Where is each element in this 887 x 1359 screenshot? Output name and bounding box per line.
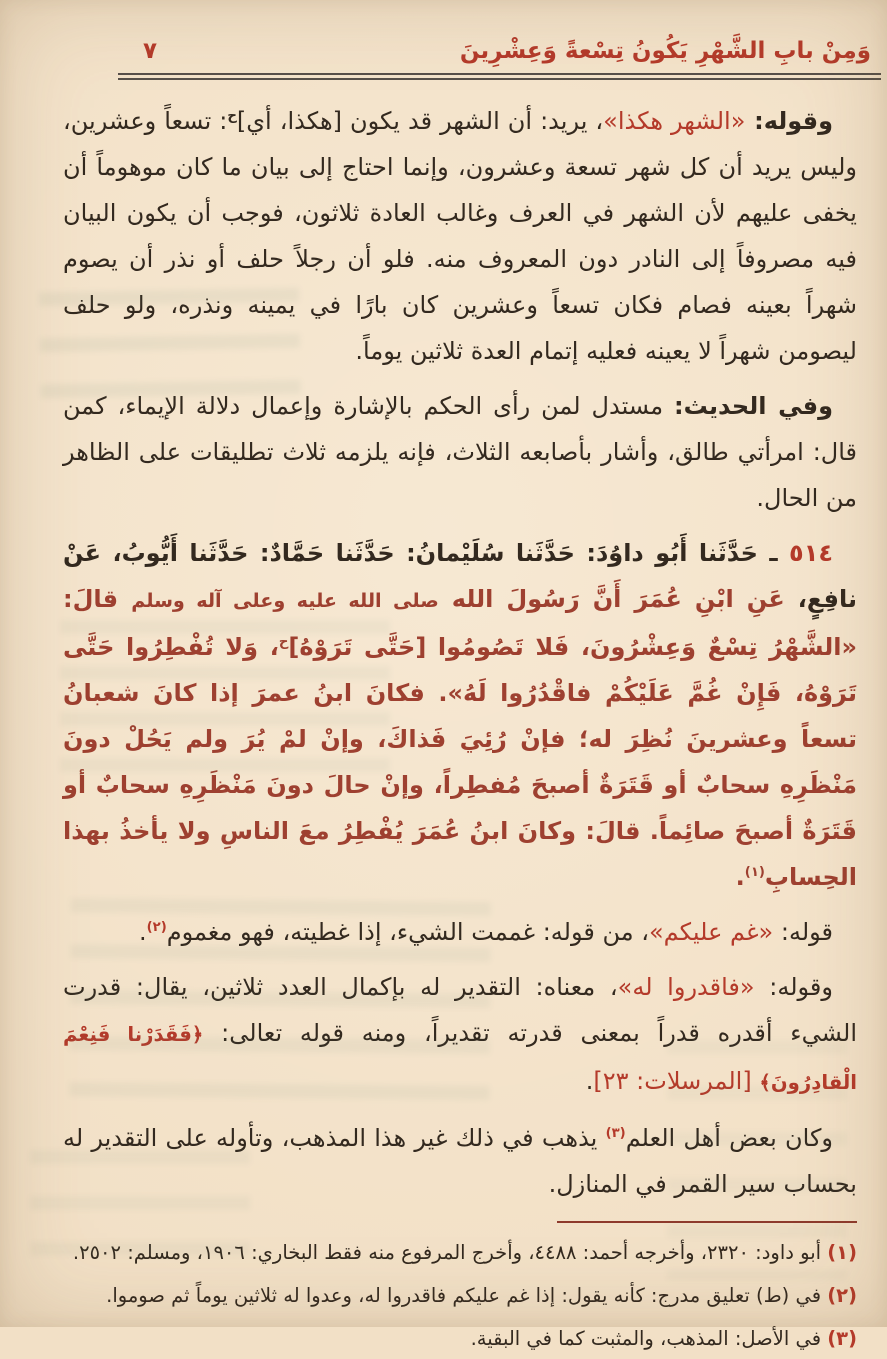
text-segment: ـ bbox=[757, 539, 790, 567]
text-segment: وقوله: bbox=[745, 107, 833, 135]
text-segment: ، يريد: أن الشهر قد يكون [هكذا، أي] bbox=[236, 107, 604, 135]
text-segment: . bbox=[585, 1067, 594, 1095]
text-segment: وفي الحديث: bbox=[674, 392, 834, 420]
text-segment: [المرسلات: ٢٣] bbox=[593, 1067, 752, 1095]
footnote-item-1 bbox=[63, 1233, 857, 1273]
footnote-separator bbox=[557, 1221, 857, 1223]
footnote-marker: (٢) bbox=[827, 1284, 857, 1307]
text-segment: ، من قوله: غممت الشيء، إذا غطيته، فهو مغموم bbox=[166, 918, 649, 946]
paragraph-commentary-month bbox=[55, 98, 857, 374]
footnote-marker: (١) bbox=[827, 1241, 857, 1264]
paragraph-gloss-ghumma bbox=[63, 909, 857, 955]
text-segment: «غم عليكم» bbox=[648, 918, 774, 946]
text-segment: (٢) bbox=[146, 920, 167, 935]
text-segment: حَدَّثَنا أَبُو داوُدَ: حَدَّثَنا سُلَيْمانُ: حَدَّثَنا حَمَّادٌ: حَدَّثَنا أَيُّوبُ، عَنْ نافِعٍ، bbox=[54, 539, 858, 613]
footnote-text: أبو داود: ٢٣٢٠، وأخرجه أحمد: ٤٤٨٨، وأخرج المرفوع منه فقط البخاري: ١٩٠٦، ومسلم: ٢٥٠٢. bbox=[72, 1241, 822, 1264]
text-segment: ، معناه: التقدير له بإكمال العدد ثلاثين، يقال: قدرت الشيء أقدره قدراً بمعنى قدرته تقديراً، ومنه قوله تعالى: bbox=[55, 973, 857, 1047]
footnote-marker: (٣) bbox=[827, 1327, 857, 1350]
text-segment: وكان بعض أهل العلم bbox=[625, 1124, 833, 1152]
header-rule bbox=[118, 73, 881, 80]
text-segment: عَنِ ابْنِ عُمَرَ أَنَّ رَسُولَ الله bbox=[438, 585, 785, 613]
paragraph-gloss-faqduru bbox=[55, 964, 857, 1106]
paragraph-hadith-benefit bbox=[55, 383, 857, 521]
text-segment: . bbox=[139, 918, 147, 946]
page-body bbox=[54, 80, 858, 1207]
text-segment: : تسعاً وعشرين، وليس يريد أن كل شهر تسعة وعشرون، وإنما احتاج إلى بيان ما كان موهوماً أن يخفى عليهم لأن الشهر في العرف وغالب العادة ثلاثون، فوجب أن يكون البيان فيه مصروفاً إلى النادر دون المعروف منه. فلو أن رجلاً حلف أو نذر أن يصوم شهراً بعينه فصام فكان تسعاً وعشرين كان بارًا في يمينه ونذره، ولو حلف ليصومن شهراً لا يعينه فعليه إتمام العدة ثلاثين يوماً. bbox=[55, 107, 857, 365]
chapter-title: وَمِنْ بابِ الشَّهْرِ يَكُونُ تِسْعةً وَعِشْرِينَ bbox=[459, 38, 871, 64]
text-segment: (١) bbox=[744, 865, 765, 880]
text-segment: مستدل لمن رأى الحكم بالإشارة وإعمال دلالة الإيماء، كمن قال: امرأتي طالق، وأشار بأصابعه الثلاث، فإنه يلزمه ثلاث تطليقات على الظاهر من الحال. bbox=[55, 392, 857, 512]
page-number: ٧ bbox=[143, 38, 158, 64]
text-segment: ٥١٤ bbox=[789, 539, 833, 567]
text-segment: قالَ: «الشَّهْرُ تِسْعٌ وَعِشْرُونَ، فَلا تَصُومُوا [حَتَّى تَرَوْهُ] bbox=[54, 585, 858, 661]
text-segment: صلى الله عليه وعلى آله وسلم bbox=[131, 589, 439, 612]
text-segment: ﴿فَقَدَرْنا فَنِعْمَ الْقادِرُونَ﴾ bbox=[56, 1023, 857, 1094]
text-segment: . bbox=[735, 863, 745, 891]
text-segment: ، وَلا تُفْطِرُوا حَتَّى تَرَوْهُ، فَإِنْ غُمَّ عَلَيْكُمْ فاقْدُرُوا لَهُ». فكانَ ابنُ عمرَ إذا كانَ شعبانُ تسعاً وعشرينَ نُظِرَ له؛ فإنْ رُئِيَ فَذاكَ، وإنْ لمْ يُرَ ولم يَحُلْ دونَ مَنْظَرِهِ سحابٌ أو قَتَرَةٌ أصبحَ مُفطِراً، وإنْ حالَ دونَ مَنْظَرِهِ سحابٌ أو قَتَرَةٌ أصبحَ صائِماً. قالَ: وكانَ ابنُ عُمَرَ يُفْطِرُ معَ الناسِ ولا يأخذُ بهذا الحِسابِ bbox=[54, 633, 857, 891]
footnote-text: في الأصل: المذهب، والمثبت كما في البقية. bbox=[470, 1327, 822, 1350]
text-segment: يذهب في ذلك غير هذا المذهب، وتأوله على التقدير له بحساب سير القمر في المنازل. bbox=[55, 1124, 857, 1198]
footnotes bbox=[63, 1233, 857, 1359]
paragraph-hadith-514 bbox=[54, 530, 858, 900]
text-segment: «الشهر هكذا» bbox=[603, 107, 746, 135]
text-segment: ح bbox=[278, 635, 289, 650]
footnote-item-3 bbox=[63, 1319, 857, 1359]
text-segment: (٣) bbox=[605, 1126, 626, 1141]
page-header bbox=[63, 38, 871, 64]
text-segment: ح bbox=[227, 109, 237, 124]
text-segment: قوله: bbox=[773, 918, 833, 946]
text-segment: وقوله: bbox=[754, 973, 833, 1001]
footnote-item-2 bbox=[63, 1276, 857, 1316]
text-segment: «فاقدروا له» bbox=[617, 973, 755, 1001]
footnote-text: في (ط) تعليق مدرج: كأنه يقول: إذا غم عليكم فاقدروا له، وعدوا له ثلاثين يوماً ثم صوموا. bbox=[106, 1284, 822, 1307]
paragraph-other-view bbox=[55, 1115, 857, 1207]
